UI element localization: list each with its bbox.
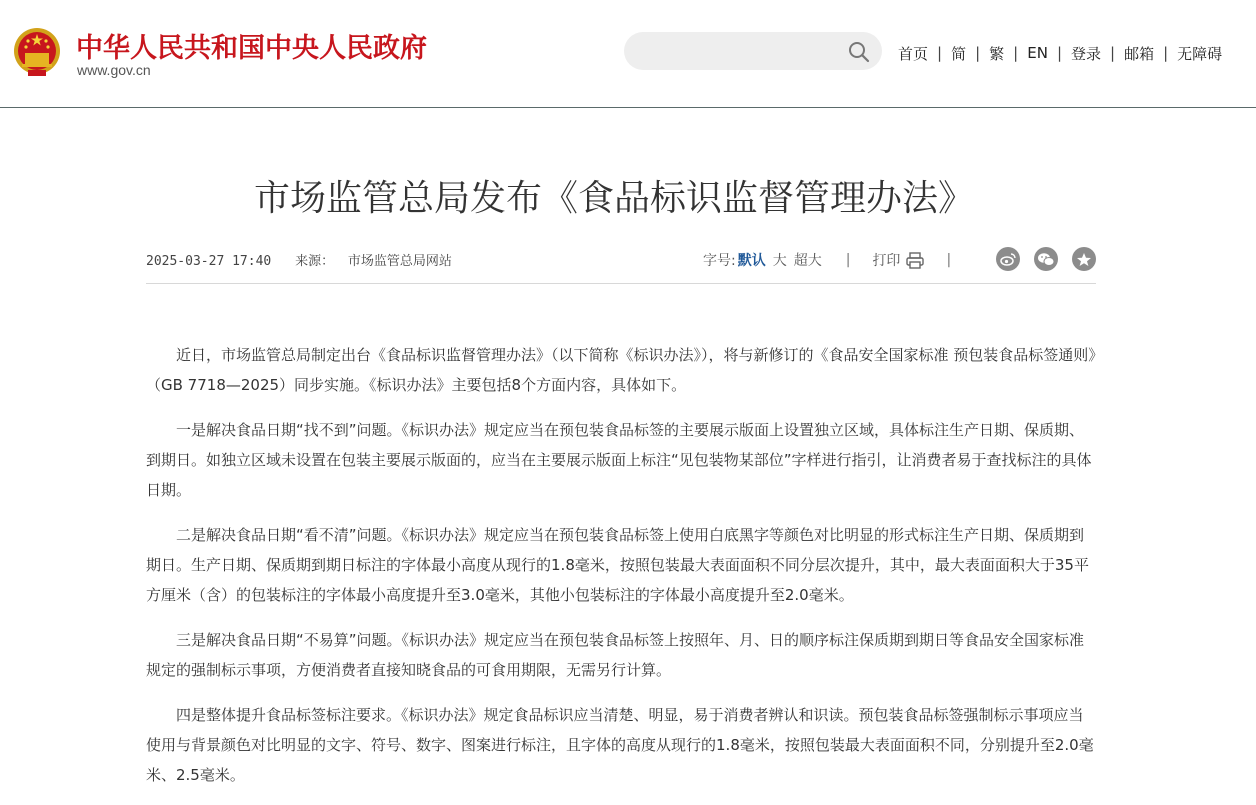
article-paragraph: 二是解决食品日期“看不清”问题。《标识办法》规定应当在预包装食品标签上使用白底黑字等颜色对比明显的形式标注生产日期、保质期到期日。生产日期、保质期到期日标注的字体最小高度从现行的1.8毫米，按照包装最大表面面积不同分层次提升，其中，最大表面面积大于35平方厘米（含）的包装标注的字体最小高度提升至3.0毫米，其他小包装标注的字体最小高度提升至2.0毫米。 (146, 526, 1089, 604)
site-title[interactable]: 中华人民共和国中央人民政府 (76, 33, 427, 64)
nav-english[interactable]: EN (1027, 44, 1048, 62)
search-input[interactable] (640, 32, 844, 72)
article-body (146, 340, 1096, 805)
search-icon[interactable] (848, 41, 870, 63)
font-size-default[interactable]: 默认 (737, 253, 766, 269)
nav-separator: | (1013, 44, 1019, 62)
nav-separator: | (1110, 44, 1116, 62)
site-url[interactable]: www.gov.cn (77, 62, 151, 78)
publish-date: 2025-03-27 17:40 (146, 254, 272, 269)
article-paragraph: 四是整体提升食品标签标注要求。《标识办法》规定食品标识应当清楚、明显，易于消费者辨认和识读。预包装食品标签强制标示事项应当使用与背景颜色对比明显的文字、符号、数字、图案进行标注，且字体的高度从现行的1.8毫米，按照包装最大表面面积不同，分别提升至2.0毫米、2.5毫米。 (146, 706, 1094, 784)
nav-mail[interactable]: 邮箱 (1124, 44, 1155, 63)
article-paragraph: 三是解决食品日期“不易算”问题。《标识办法》规定应当在预包装食品标签上按照年、月、日的顺序标注保质期到期日等食品安全国家标准规定的强制标示事项，方便消费者直接知晓食品的可食用期限，无需另行计算。 (146, 631, 1085, 679)
meta-divider (146, 283, 1096, 284)
print-label: 打印 (872, 253, 901, 269)
wechat-glyph-icon (1037, 252, 1055, 267)
article-tools (703, 248, 951, 272)
printer-icon (906, 252, 924, 269)
source-name: 市场监管总局网站 (347, 254, 452, 269)
article-title: 市场监管总局发布《食品标识监督管理办法》 (253, 178, 974, 219)
article-meta (146, 250, 452, 269)
star-icon (1076, 252, 1092, 267)
search-box (624, 32, 882, 70)
national-emblem-icon[interactable] (12, 26, 62, 78)
source-label: 来源： (295, 254, 335, 269)
tools-separator: | (946, 252, 952, 268)
nav-simplified[interactable]: 简 (951, 44, 967, 63)
weibo-icon[interactable] (996, 247, 1020, 271)
nav-login[interactable]: 登录 (1071, 44, 1102, 63)
nav-accessibility[interactable]: 无障碍 (1177, 44, 1223, 63)
nav-traditional[interactable]: 繁 (989, 44, 1005, 63)
site-header (0, 0, 1256, 108)
article-paragraph: 一是解决食品日期“找不到”问题。《标识办法》规定应当在预包装食品标签的主要展示版面上设置独立区域，具体标注生产日期、保质期、到期日。如独立区域未设置在包装主要展示版面的，应当在主要展示版面上标注“见包装物某部位”字样进行指引，让消费者易于查找标注的具体日期。 (146, 421, 1092, 499)
tools-separator: | (845, 252, 851, 268)
nav-home[interactable]: 首页 (898, 44, 929, 63)
favorite-icon[interactable] (1072, 247, 1096, 271)
font-size-label: 字号: (703, 253, 736, 269)
nav-separator: | (1163, 44, 1169, 62)
nav-separator: | (975, 44, 981, 62)
wechat-icon[interactable] (1034, 247, 1058, 271)
nav-separator: | (1056, 44, 1062, 62)
font-size-xlarge[interactable]: 超大 (793, 253, 822, 269)
top-nav (898, 42, 1222, 64)
nav-separator: | (937, 44, 943, 62)
article-paragraph: 近日，市场监管总局制定出台《食品标识监督管理办法》（以下简称《标识办法》），将与新修订的《食品安全国家标准 预包装食品标签通则》（GB 7718—2025）同步实施。《标识办法》主要包括8个方面内容，具体如下。 (146, 346, 1096, 394)
weibo-glyph-icon (1000, 252, 1016, 266)
font-size-large[interactable]: 大 (772, 253, 787, 269)
print-button[interactable] (872, 250, 924, 270)
